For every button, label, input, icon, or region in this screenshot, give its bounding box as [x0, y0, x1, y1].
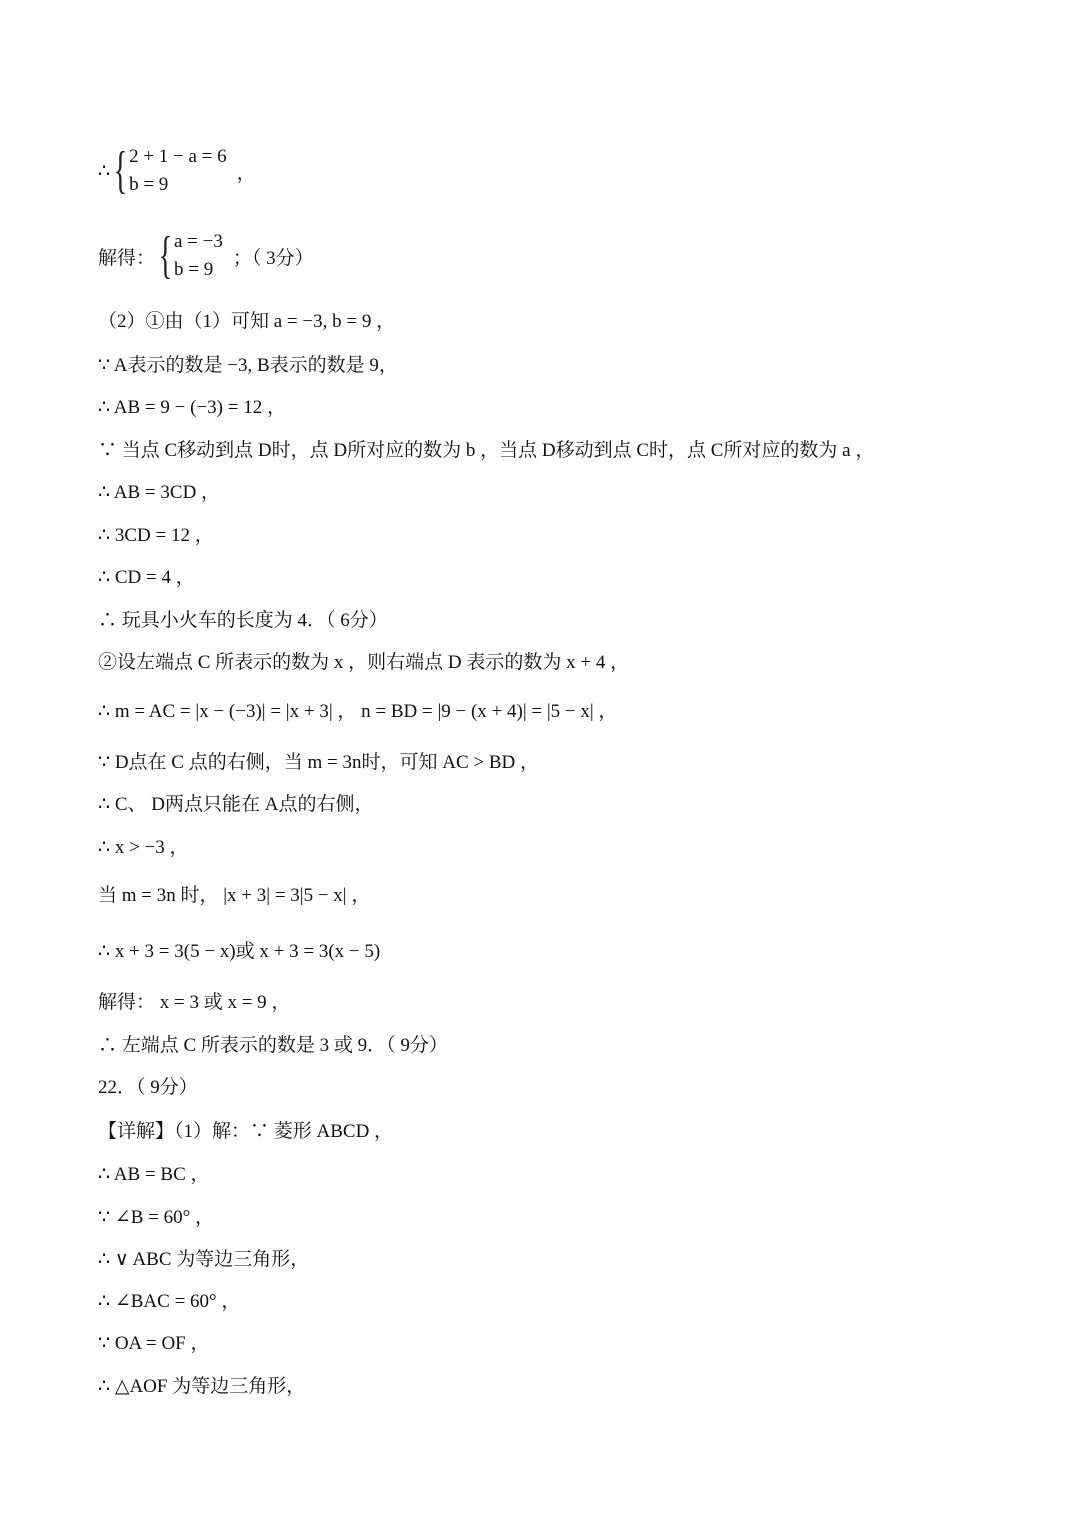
system-row: a = −3: [173, 231, 223, 252]
equation-system-1: [98, 143, 256, 199]
text-line: 解得： x = 3 或 x = 9 ，: [98, 992, 291, 1013]
text-line: ∴ 左端点 C 所表示的数是 3 或 9．（ 9分）: [98, 1035, 448, 1056]
question-number: 22．（ 9分）: [98, 1077, 198, 1098]
text-line: ∴ C、 D两点只能在 A点的右侧，: [98, 794, 374, 815]
text-line: ∴ ∠BAC = 60° ，: [98, 1291, 241, 1312]
equation-system-2: [98, 228, 314, 284]
system-row: 2 + 1 − a = 6: [129, 146, 227, 167]
text-line: ∴ m = AC = |x − (−3)| = |x + 3| ， n = BD = |9 − (x + 4)| = |5 − x| ，: [98, 701, 618, 722]
text-line: ∴ 玩具小火车的长度为 4．（ 6分）: [98, 610, 388, 631]
text-line: ∴ ∨ ABC 为等边三角形，: [98, 1249, 310, 1270]
solution-label: 解得：: [98, 247, 156, 269]
system-suffix: ；（ 3分）: [232, 247, 314, 269]
text-line: ∴ x + 3 = 3(5 − x)或 x + 3 = 3(x − 5): [98, 941, 381, 962]
system-row: b = 9: [129, 174, 169, 195]
therefore-symbol: ∴: [98, 160, 111, 182]
left-brace-icon: {: [158, 227, 173, 284]
text-line: 当 m = 3n 时， |x + 3| = 3|5 − x| ，: [98, 885, 371, 906]
text-line: ∴ AB = 9 − (−3) = 12 ，: [98, 397, 286, 418]
text-line: ∵ D点在 C 点的右侧，当 m = 3n时，可知 AC > BD ，: [98, 752, 539, 773]
system-rows: [174, 228, 223, 284]
text-line: ∵ 当点 C移动到点 D时，点 D所对应的数为 b ，当点 D移动到点 C时，点 C所对应的数为 a ，: [98, 440, 875, 461]
text-line: ∴ CD = 4 ，: [98, 567, 195, 588]
text-line: ∴ AB = BC ，: [98, 1164, 210, 1185]
text-line: ∵ ∠B = 60° ，: [98, 1207, 214, 1228]
text-line: ∴ x > −3 ，: [98, 837, 189, 858]
text-line: ∴ △AOF 为等边三角形，: [98, 1376, 306, 1397]
text-line: （2）①由（1）可知 a = −3, b = 9 ，: [98, 311, 396, 332]
text-line: ∴ 3CD = 12 ，: [98, 525, 214, 546]
text-line: ∵ OA = OF ，: [98, 1333, 210, 1354]
text-line: 【详解】（1）解：∵ 菱形 ABCD ，: [98, 1121, 394, 1142]
system-suffix: ，: [236, 162, 256, 184]
system-row: b = 9: [173, 259, 214, 280]
text-line: ∵ A表示的数是 −3, B表示的数是 9，: [98, 355, 398, 376]
text-line: ∴ AB = 3CD ，: [98, 482, 221, 503]
system-rows: [129, 143, 227, 199]
text-line: ②设左端点 C 所表示的数为 x ，则右端点 D 表示的数为 x + 4 ，: [98, 652, 630, 673]
left-brace-icon: {: [113, 142, 128, 199]
